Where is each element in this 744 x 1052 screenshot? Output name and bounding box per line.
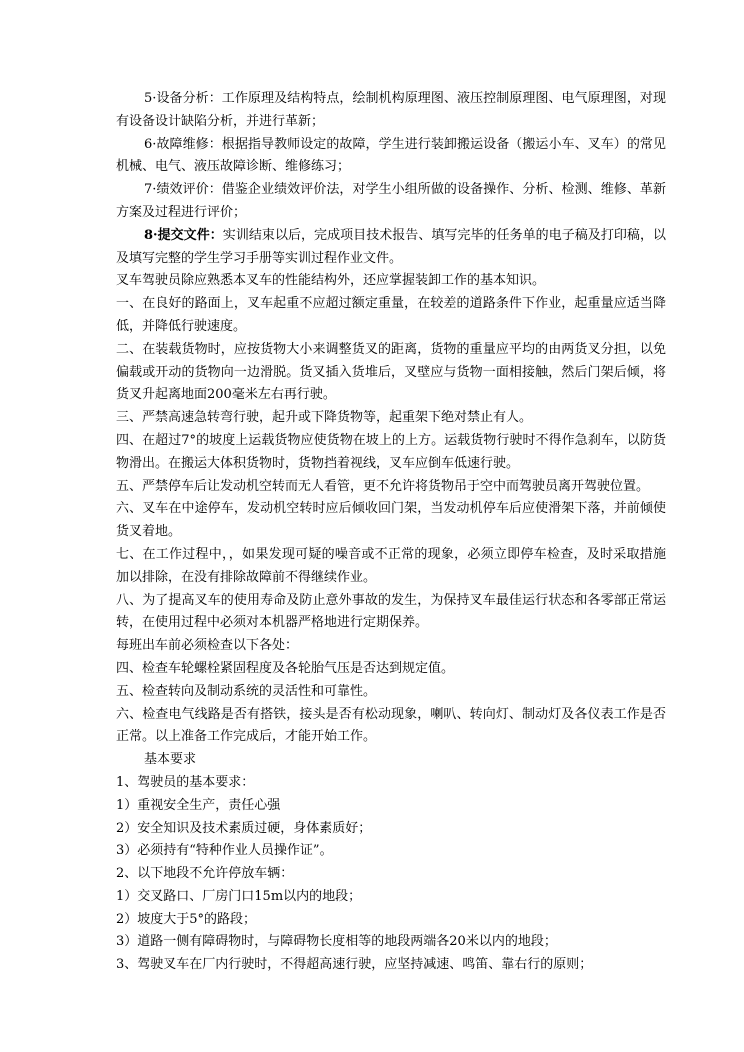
check-item-4: 四、检查车轮螺栓紧固程度及各轮胎气压是否达到规定值。 xyxy=(116,660,455,676)
rule-item-7: 七、在工作过程中，，如果发现可疑的噪音或不正常的现象，必须立即停车检查，及时采取措施加以排除，在没有排除故障前不得继续作业。 xyxy=(116,546,666,585)
requirement-2-1: 1）交叉路口、厂房门口15m以内的地段； xyxy=(116,888,362,904)
checklist-intro: 每班出车前必须检查以下各处： xyxy=(116,638,299,654)
paragraph-submit-files xyxy=(116,225,666,271)
document-page xyxy=(116,88,666,977)
submit-files-heading: 8·提交文件： xyxy=(144,227,223,243)
rule-item-3: 三、严禁高速急转弯行驶，起升或下降货物等，起重架下绝对禁止有人。 xyxy=(116,410,533,426)
requirement-2-2: 2）坡度大于5°的路段； xyxy=(116,911,257,927)
paragraph-fault-repair: 6·故障维修：根据指导教师设定的故障，学生进行装卸搬运设备（搬运小车、叉车）的常见机械、电气、液压故障诊断、维修练习； xyxy=(116,136,666,175)
requirement-1-1: 1）重视安全生产，责任心强 xyxy=(116,797,281,813)
requirement-heading-1: 1、驾驶员的基本要求： xyxy=(116,774,255,790)
rule-item-5: 五、严禁停车后让发动机空转而无人看管，更不允许将货物吊于空中而驾驶员离开驾驶位置。 xyxy=(116,478,650,494)
check-item-5: 五、检查转向及制动系统的灵活性和可靠性。 xyxy=(116,683,377,699)
rule-item-1: 一、在良好的路面上，叉车起重不应超过额定重量，在较差的道路条件下作业，起重量应适当降低，并降低行驶速度。 xyxy=(116,296,666,334)
paragraph-equipment-analysis: 5·设备分析：工作原理及结构特点，绘制机构原理图、液压控制原理图、电气原理图，对现有设备设计缺陷分析，并进行革新； xyxy=(116,91,666,129)
requirement-1-3: 3）必须持有“特种作业人员操作证”。 xyxy=(116,843,333,859)
check-item-6: 六、检查电气线路是否有搭铁，接头是否有松动现象，喇叭、转向灯、制动灯及各仪表工作是否正常。以上准备工作完成后，才能开始工作。 xyxy=(116,706,666,745)
submit-files-body: 实训结束以后，完成项目技术报告、填写完毕的任务单的电子稿及打印稿，以及填写完整的学生学习手册等实训过程作业文件。 xyxy=(116,227,666,266)
paragraph-driver-intro: 叉车驾驶员除应熟悉本叉车的性能结构外，还应掌握装卸工作的基本知识。 xyxy=(116,273,546,289)
requirement-heading-3: 3、驾驶叉车在厂内行驶时，不得超高速行驶，应坚持减速、鸣笛、靠右行的原则； xyxy=(116,957,593,973)
requirement-1-2: 2）安全知识及技术素质过硬，身体素质好； xyxy=(116,820,372,836)
rule-item-2: 二、在装载货物时，应按货物大小来调整货叉的距离，货物的重量应平均的由两货叉分担，以免偏载或开动的货物向一边滑脱。货叉插入货堆后，叉壁应与货物一面相接触，然后门架后倾，将货叉升起离地面200毫米左右再行驶。 xyxy=(116,341,666,403)
paragraph-performance-evaluation: 7·绩效评价：借鉴企业绩效评价法，对学生小组所做的设备操作、分析、检测、维修、革新方案及过程进行评价； xyxy=(116,182,666,220)
requirement-2-3: 3）道路一侧有障碍物时，与障碍物长度相等的地段两端各20米以内的地段； xyxy=(116,934,557,950)
rule-item-6: 六、叉车在中途停车，发动机空转时应后倾收回门架，当发动机停车后应使滑架下落，并前倾使货叉着地。 xyxy=(116,501,666,540)
requirement-heading-2: 2、以下地段不允许停放车辆： xyxy=(116,866,294,882)
rule-item-8: 八、为了提高叉车的使用寿命及防止意外事故的发生，为保持叉车最佳运行状态和各零部正常运转，在使用过程中必须对本机器严格地进行定期保养。 xyxy=(116,592,666,631)
section-heading-basic-requirements: 基本要求 xyxy=(144,752,197,768)
rule-item-4: 四、在超过7°的坡度上运载货物应使货物在坡上的上方。运载货物行驶时不得作急刹车，以防货物滑出。在搬运大体积货物时，货物挡着视线，叉车应倒车低速行驶。 xyxy=(116,432,666,471)
